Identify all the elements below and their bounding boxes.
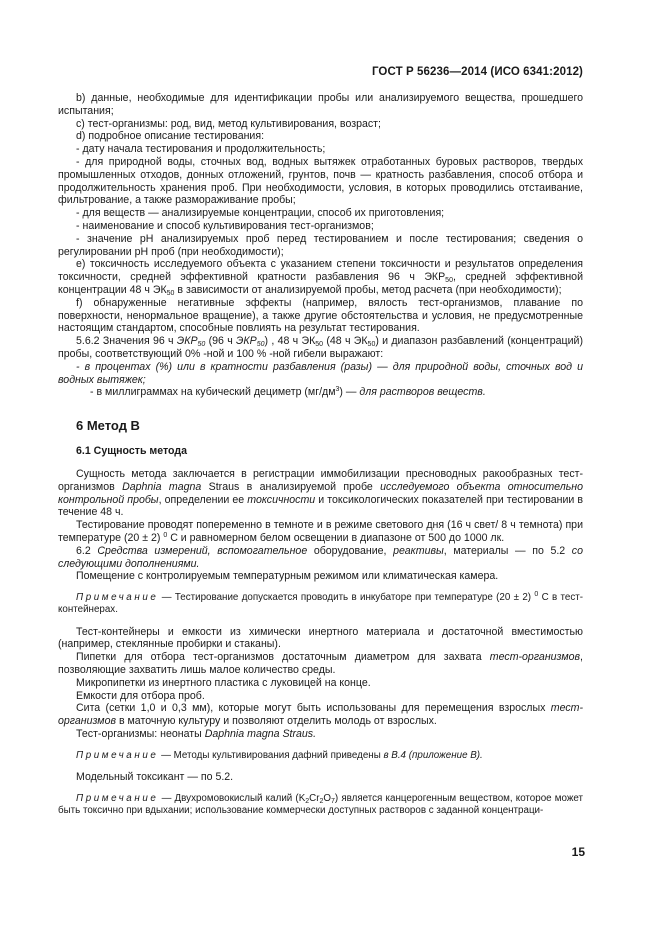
subscript: 2 — [319, 797, 324, 805]
section-title: 6 Метод В — [76, 418, 140, 434]
text: Daphnia magna — [122, 480, 202, 493]
list-item: - в процентах (%) или в кратности разбавления (разы) — для природной воды, сточных вод и водных вытяжек; — [58, 360, 583, 386]
paragraph — [58, 468, 583, 519]
note-label: Примечание — [76, 792, 159, 804]
text: ЭКР — [176, 335, 198, 348]
text: Straus в анализируемой пробе — [201, 480, 381, 493]
note-label: Примечание — [76, 749, 159, 761]
subscript: 50 — [367, 341, 376, 349]
text: в зависимости от анализируемой пробы, метод расчета (при необходимости); — [174, 283, 562, 296]
paragraph — [58, 258, 583, 296]
paragraph: c) тест-организмы: род, вид, метод культивирования, возраст; — [76, 117, 381, 130]
subscript: 2 — [305, 797, 310, 805]
paragraph: Емкости для отбора проб. — [76, 689, 205, 702]
text: 5.6.2 Значения 96 ч — [76, 335, 177, 348]
paragraph: b) данные, необходимые для идентификации пробы или анализируемого вещества, прошедшего испытания; — [58, 92, 583, 117]
text: Тест-организмы: неонаты — [76, 728, 205, 741]
note-label: Примечание — [76, 592, 159, 604]
text: — Двухромовокислый калий (K — [158, 792, 306, 804]
paragraph — [58, 335, 583, 361]
subscript: 50 — [197, 341, 206, 349]
text: со следующими дополнениями. — [58, 544, 583, 570]
text: исследуемого объекта относительно контрольной пробы — [58, 480, 583, 506]
paragraph: Помещение с контролируемым температурным режимом или климатическая камера. — [76, 570, 499, 583]
text: , позволяющие захватить лишь малое количество среды. — [58, 651, 583, 677]
superscript: 3 — [335, 386, 340, 394]
subscript: 50 — [315, 341, 324, 349]
text: Пипетки для отбора тест-организмов достаточным диаметром для захвата — [76, 651, 490, 664]
note — [58, 793, 583, 818]
text: тест-организмов — [58, 702, 583, 728]
subscript: 7 — [331, 797, 335, 805]
text: e) токсичность исследуемого объекта с указанием степени токсичности и результатов определения токсичности, средней эффективной кратности разбавления 96 ч ЭКР — [58, 258, 583, 284]
list-item: - дату начала тестирования и продолжительность; — [76, 143, 326, 156]
text: Средства измерений, вспомогательное — [97, 544, 308, 557]
text: реактивы — [393, 544, 444, 557]
text: и токсикологических показателей при тестировании в течение 48 ч. — [58, 493, 584, 519]
paragraph — [58, 728, 583, 741]
paragraph — [58, 651, 583, 677]
text: оборудование, — [307, 544, 394, 557]
list-item — [58, 386, 583, 399]
text: С и равномерном белом освещении в диапазоне от 500 до 1000 лк. — [167, 531, 505, 544]
text: Cr — [309, 792, 320, 804]
subscript: 50 — [445, 277, 453, 285]
text: O — [323, 792, 332, 804]
page-number: 15 — [571, 845, 585, 859]
text: ) является канцерогенным веществом, которое может быть токсично при вдыхании; использование коммерчески доступных растворов с заданной концентраци- — [58, 792, 584, 817]
text: (48 ч ЭК — [323, 335, 368, 348]
superscript: 0 — [534, 591, 539, 599]
text: - в миллиграммах на кубический дециметр (мг/дм — [90, 386, 336, 399]
paragraph — [58, 519, 583, 545]
text: в маточную культуру и позволяют отделить молодь от взрослых. — [116, 715, 437, 728]
text: токсичности — [247, 493, 316, 506]
subscript: 50 — [256, 341, 265, 349]
note — [58, 592, 583, 617]
paragraph: Микропипетки из инертного пластика с луковицей на конце. — [76, 676, 371, 689]
text: , материалы — по 5.2 — [443, 544, 572, 557]
paragraph — [58, 545, 583, 571]
text: С в тест-контейнерах. — [58, 592, 583, 616]
subscript: 50 — [166, 289, 175, 297]
list-item: - наименование и способ культивирования тест-организмов; — [76, 219, 374, 232]
text: Сита (сетки 1,0 и 0,3 мм), которые могут быть использованы для перемещения взрослых — [76, 702, 551, 715]
text: Daphnia magna Straus. — [204, 728, 317, 741]
paragraph: Тест-контейнеры и емкости из химически инертного материала и достаточной вместимостью (например, стеклянные пробирки и стаканы). — [58, 625, 583, 651]
text: , средней эффективной концентрации 48 ч ЭК — [58, 271, 583, 296]
superscript: 0 — [163, 531, 168, 539]
text: ) и диапазон разбавлений (концентраций) пробы, соответствующий 0% -ной и 100 % -ной гибели выражают: — [58, 335, 583, 360]
document-body — [58, 92, 583, 818]
paragraph: d) подробное описание тестирования: — [76, 130, 265, 143]
text: ) — — [339, 386, 360, 399]
text: 6.2 — [76, 544, 98, 557]
text: — Методы культивирования дафний приведены — [158, 749, 384, 761]
note — [58, 750, 583, 762]
text: ЭКР — [236, 335, 257, 348]
document-header: ГОСТ Р 56236—2014 (ИСО 6341:2012) — [371, 66, 583, 78]
list-item: - для природной воды, сточных вод, водных вытяжек отработанных буровых растворов, твердых промышленных отходов, донных отложений, грунтов, почв — кратность разбавления, способ отбора и продолжительность хранения проб. При необходимости, условия, в которых проводились отстаивание, фильтрование, а также размораживание пробы; — [58, 155, 583, 207]
text: , определении ее — [158, 493, 248, 506]
paragraph: Модельный токсикант — по 5.2. — [76, 771, 234, 784]
list-item: - значение pH анализируемых проб перед тестированием и после тестирования; сведения о регулировании pH проб (при необходимости); — [58, 232, 583, 258]
list-item: - для веществ — анализируемые концентрации, способ их приготовления; — [76, 207, 445, 220]
text: ) , 48 ч ЭК — [264, 335, 316, 348]
text: тест-организмов — [489, 651, 581, 664]
subsection-title: 6.1 Сущность метода — [76, 445, 188, 458]
text: для растворов веществ. — [359, 386, 486, 399]
text: Тестирование проводят попеременно в темноте и в режиме светового дня (16 ч свет/ 8 ч темнота) при температуре (20 ± 2) — [58, 519, 583, 544]
paragraph — [58, 702, 583, 728]
text: (96 ч — [205, 335, 237, 348]
text: Сущность метода заключается в регистрации иммобилизации пресноводных ракообразных тест-организмов — [58, 467, 583, 493]
paragraph: f) обнаруженные негативные эффекты (например, вялость тест-организмов, плавание по поверхности, ненормальное вращение), а также другие обстоятельства и условия, не предусмотренные настоящим стандартом, способные повлиять на результат тестирования. — [58, 296, 583, 335]
text: в В.4 (приложение В). — [383, 749, 483, 761]
text: — Тестирование допускается проводить в инкубаторе при температуре (20 ± 2) — [158, 592, 535, 604]
